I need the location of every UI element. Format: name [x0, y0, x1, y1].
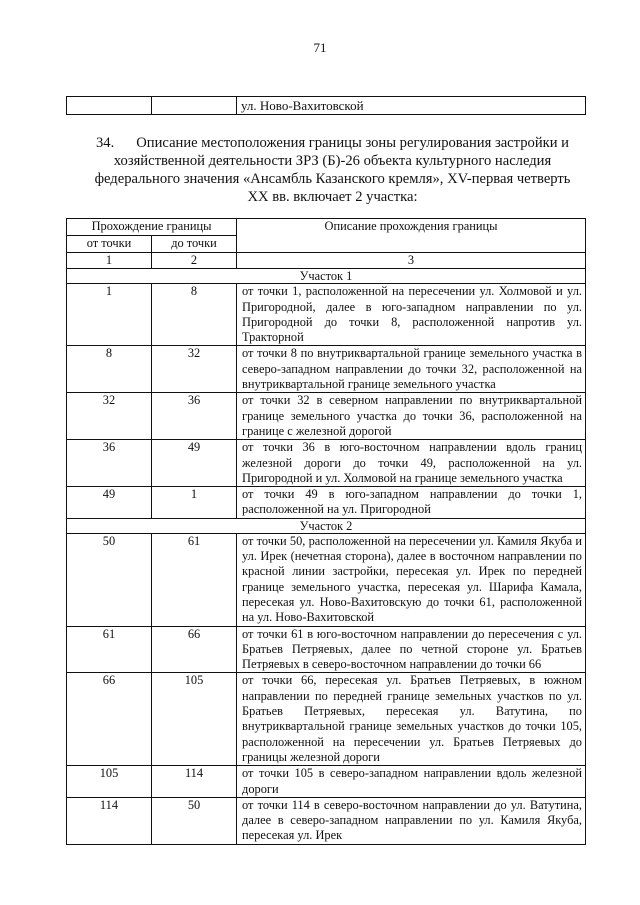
table-row [67, 393, 586, 440]
column-number: 3 [237, 253, 586, 269]
boundary-description: от точки 32 в северном направлении по внутриквартальной границе земельного участка до точки 36, расположенной на границе с железной дорогой [237, 393, 586, 440]
boundary-description: от точки 36 в юго-восточном направлении вдоль границ железной дороги до точки 49, расположенной на ул. Пригородной и ул. Холмовой на границе земельного участка [237, 440, 586, 487]
to-point: 114 [152, 766, 237, 798]
table-row [67, 673, 586, 766]
to-point: 49 [152, 440, 237, 487]
boundary-description: от точки 50, расположенной на пересечении ул. Камиля Якуба и ул. Ирек (нечетная сторона), далее в восточном направлении по красной линии застройки, пересекая ул. Ирек по передней границе земельного участка, пересекая ул. Шарифа Камала, пересекая ул. Ново-Вахитовскую до точки 61, расположенной на ул. Ново-Вахитовской [237, 533, 586, 626]
boundary-table [66, 218, 586, 845]
to-point: 66 [152, 626, 237, 673]
from-point: 49 [67, 487, 152, 519]
column-number: 1 [67, 253, 152, 269]
continued-table-fragment [66, 96, 586, 115]
table-row [67, 766, 586, 798]
header-from: от точки [67, 236, 152, 253]
section-title: Участок 1 [67, 269, 586, 284]
header-to: до точки [152, 236, 237, 253]
column-number: 2 [152, 253, 237, 269]
boundary-description: от точки 61 в юго-восточном направлении до пересечения с ул. Братьев Петряевых, далее по четной стороне ул. Братьев Петряевых в северо-восточном направлении до точки 66 [237, 626, 586, 673]
boundary-description: от точки 105 в северо-западном направлении вдоль железной дороги [237, 766, 586, 798]
heading-line: хозяйственной деятельности ЗРЗ (Б)-26 объекта культурного наследия [113, 153, 552, 169]
header-group: Прохождение границы [67, 219, 237, 236]
table-row [67, 284, 586, 346]
empty-cell [67, 97, 152, 115]
to-point: 1 [152, 487, 237, 519]
boundary-description: от точки 1, расположенной на пересечении ул. Холмовой и ул. Пригородной, далее в юго-западном направлении по ул. Пригородной до точки 8, расположенной напротив ул. Тракторной [237, 284, 586, 346]
section-title: Участок 2 [67, 518, 586, 533]
street-cell: ул. Ново-Вахитовской [237, 97, 586, 115]
table-row [67, 487, 586, 519]
from-point: 36 [67, 440, 152, 487]
boundary-description: от точки 8 по внутриквартальной границе земельного участка в северо-западном направлении до точки 32, расположенной на внутриквартальной границе земельного участка [237, 346, 586, 393]
empty-cell [152, 97, 237, 115]
boundary-description: от точки 66, пересекая ул. Братьев Петряевых, в южном направлении по передней границе земельных участков по ул. Братьев Петряевых, пересекая ул. Ватутина, по внутриквартальной границе земельных участков до точки 105, расположенной на пересечении ул. Братьев Петряевых до границы железной дороги [237, 673, 586, 766]
table-row [67, 797, 586, 844]
section-number: 34. [96, 135, 115, 151]
section-heading [80, 134, 585, 206]
from-point: 32 [67, 393, 152, 440]
to-point: 61 [152, 533, 237, 626]
to-point: 36 [152, 393, 237, 440]
table-row [67, 440, 586, 487]
table-row [67, 626, 586, 673]
from-point: 66 [67, 673, 152, 766]
to-point: 50 [152, 797, 237, 844]
to-point: 8 [152, 284, 237, 346]
header-description: Описание прохождения границы [237, 219, 586, 253]
boundary-description: от точки 114 в северо-восточном направлении до ул. Ватутина, далее в северо-западном направлении по ул. Камиля Якуба, пересекая ул. Ирек [237, 797, 586, 844]
from-point: 105 [67, 766, 152, 798]
from-point: 50 [67, 533, 152, 626]
to-point: 105 [152, 673, 237, 766]
to-point: 32 [152, 346, 237, 393]
from-point: 1 [67, 284, 152, 346]
from-point: 114 [67, 797, 152, 844]
from-point: 8 [67, 346, 152, 393]
boundary-description: от точки 49 в юго-западном направлении до точки 1, расположенной на ул. Пригородной [237, 487, 586, 519]
page-number: 71 [313, 40, 327, 55]
table-row [67, 346, 586, 393]
heading-line: Описание местоположения границы зоны регулирования застройки и [136, 135, 569, 151]
from-point: 61 [67, 626, 152, 673]
heading-line: федерального значения «Ансамбль Казанского кремля», XV-первая четверть [94, 171, 571, 187]
heading-line: XX вв. включает 2 участка: [247, 189, 418, 205]
table-row [67, 533, 586, 626]
